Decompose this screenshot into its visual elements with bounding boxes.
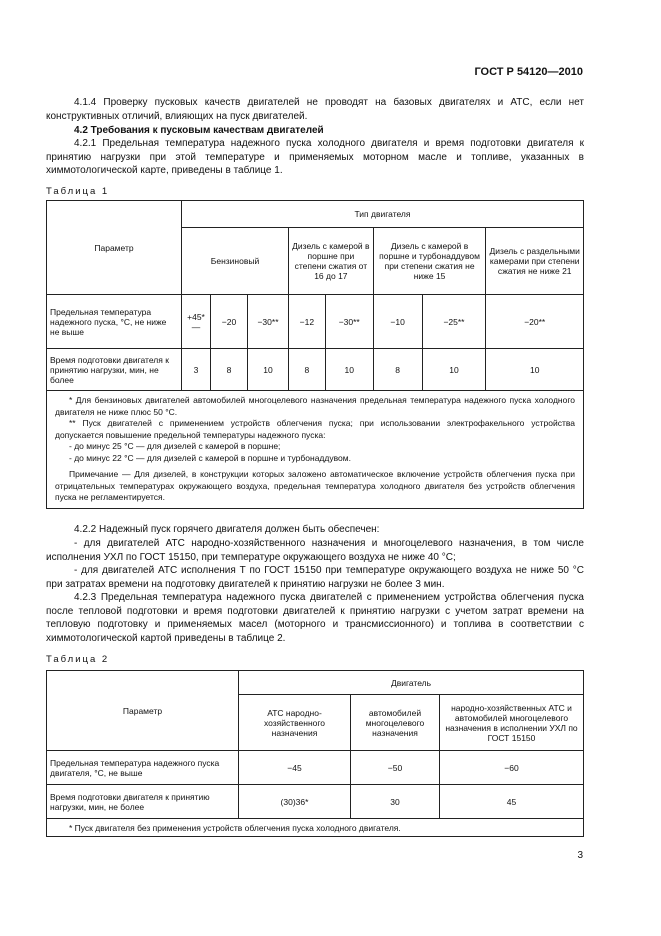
table2-caption: Таблица 2 [46,654,110,665]
paragraph-4-2-3: 4.2.3 Предельная температура надежного пуска двигателей с применением устройства облегчения пуска после тепловой подготовки и время подготовки двигателей к принятию нагрузки с учетом затрат времени на тепловую подготовку и применяемых масел (моторного и трансмиссионного) и топлива в соответствии с химмотологической картой приведены в таблице 2. [46,592,584,644]
table1-note-2: ** Пуск двигателей с применением устройств облегчения пуска; при использовании электрофакельного устройства допускается повышение предельной температуры надежного пуска: [55,418,575,440]
table1-cell: 10 [422,349,486,391]
table2-col-multipurpose: автомобилей многоцелевого назначения [351,695,440,751]
table1-cell: −25** [422,295,486,349]
table1-param-header: Параметр [47,201,182,295]
table1-cell: 3 [182,349,211,391]
table1-cell: −30** [248,295,289,349]
table1-row-temp-label: Предельная температура надежного пуска, °С, не ниже не выше [47,295,182,349]
page-number: 3 [577,850,583,861]
table1-cell: 8 [289,349,326,391]
table1-note-1: * Для бензиновых двигателей автомобилей многоцелевого назначения предельная температура надежного пуска холодного двигателя не ниже плюс 50 °С. [55,395,575,417]
table1-cell: +45* — [182,295,211,349]
table1-cell: −10 [373,295,422,349]
table1-notes [47,391,584,509]
table2-cell: −45 [239,751,351,785]
table2-col-national-atc: АТС народно-хозяйственного назначения [239,695,351,751]
table1-note-4: - до минус 22 °С — для дизелей с камерой в поршне и турбонаддувом. [69,452,351,463]
table1-col-diesel-piston: Дизель с камерой в поршне при степени сжатия от 16 до 17 [289,228,374,295]
table1-col-petrol: Бензиновый [182,228,289,295]
table1-cell: 10 [248,349,289,391]
table1-col-diesel-turbo: Дизель с камерой в поршне и турбонаддувом при степени сжатия не ниже 15 [373,228,486,295]
table2-cell: 45 [440,785,584,819]
table1-cell: 8 [211,349,248,391]
heading-4-2: 4.2 Требования к пусковым качествам двигателей [74,125,324,136]
paragraph-4-2-2: 4.2.2 Надежный пуск горячего двигателя должен быть обеспечен: [74,524,380,535]
paragraph-4-2-1: 4.2.1 Предельная температура надежного пуска холодного двигателя и время подготовки двигателя к принятию нагрузки при этой температуре и применяемых моторном масле и топливе, указанных в химмотологической карте, приведены в таблице 1. [46,138,584,176]
table2-cell: −60 [440,751,584,785]
table1-row-time-label: Время подготовки двигателя к принятию нагрузки, мин, не более [47,349,182,391]
table2-cell: −50 [351,751,440,785]
table1-cell: −12 [289,295,326,349]
table1-col-diesel-separate: Дизель с раздельными камерами при степени сжатия не ниже 21 [486,228,584,295]
table2-row-temp-label: Предельная температура надежного пуска двигателя, °С, не выше [47,751,239,785]
table1-caption: Таблица 1 [46,186,110,197]
table2-cell: (30)36* [239,785,351,819]
table1-engine-type-header: Тип двигателя [182,201,584,228]
table1-note-3: - до минус 25 °С — для дизелей с камерой в поршне; [69,441,281,451]
table1-note-remark: Примечание — Для дизелей, в конструкции которых заложено автоматическое включение устройств облегчения пуска при отрицательных температурах окружающего воздуха, предельная температура холодного двигателя без устройств облегчения пуска не регламентируется. [55,469,575,502]
document-code: ГОСТ Р 54120—2010 [474,66,583,78]
table1-cell: −20** [486,295,584,349]
table2-param-header: Параметр [47,671,239,751]
table2-col-uhl: народно-хозяйственных АТС и автомобилей многоцелевого назначения в исполнении УХЛ по ГОСТ 15150 [440,695,584,751]
table-1 [46,200,584,509]
table2-row-time-label: Время подготовки двигателя к принятию нагрузки, мин, не более [47,785,239,819]
table-2 [46,670,584,837]
table2-engine-header: Двигатель [239,671,584,695]
table1-cell: 8 [373,349,422,391]
paragraph-4-1-4: 4.1.4 Проверку пусковых качеств двигателей не проводят на базовых двигателях и АТС, если нет конструктивных отличий, влияющих на пуск двигателей. [46,97,584,122]
table1-cell: 10 [325,349,373,391]
table2-note: * Пуск двигателя без применения устройств облегчения пуска холодного двигателя. [47,819,584,837]
paragraph-4-2-2-item-2: - для двигателей АТС исполнения Т по ГОСТ 15150 при температуре окружающего воздуха не ниже 50 °С при затратах времени на подготовку двигателей к принятию нагрузки не более 3 мин. [46,565,584,590]
table1-cell: 10 [486,349,584,391]
table2-cell: 30 [351,785,440,819]
table1-cell: −30** [325,295,373,349]
table1-cell: −20 [211,295,248,349]
paragraph-4-2-2-item-1: - для двигателей АТС народно-хозяйственного назначения и многоцелевого назначения, в том числе исполнения УХЛ по ГОСТ 15150, при температуре окружающего воздуха не ниже 40 °С; [46,538,584,563]
